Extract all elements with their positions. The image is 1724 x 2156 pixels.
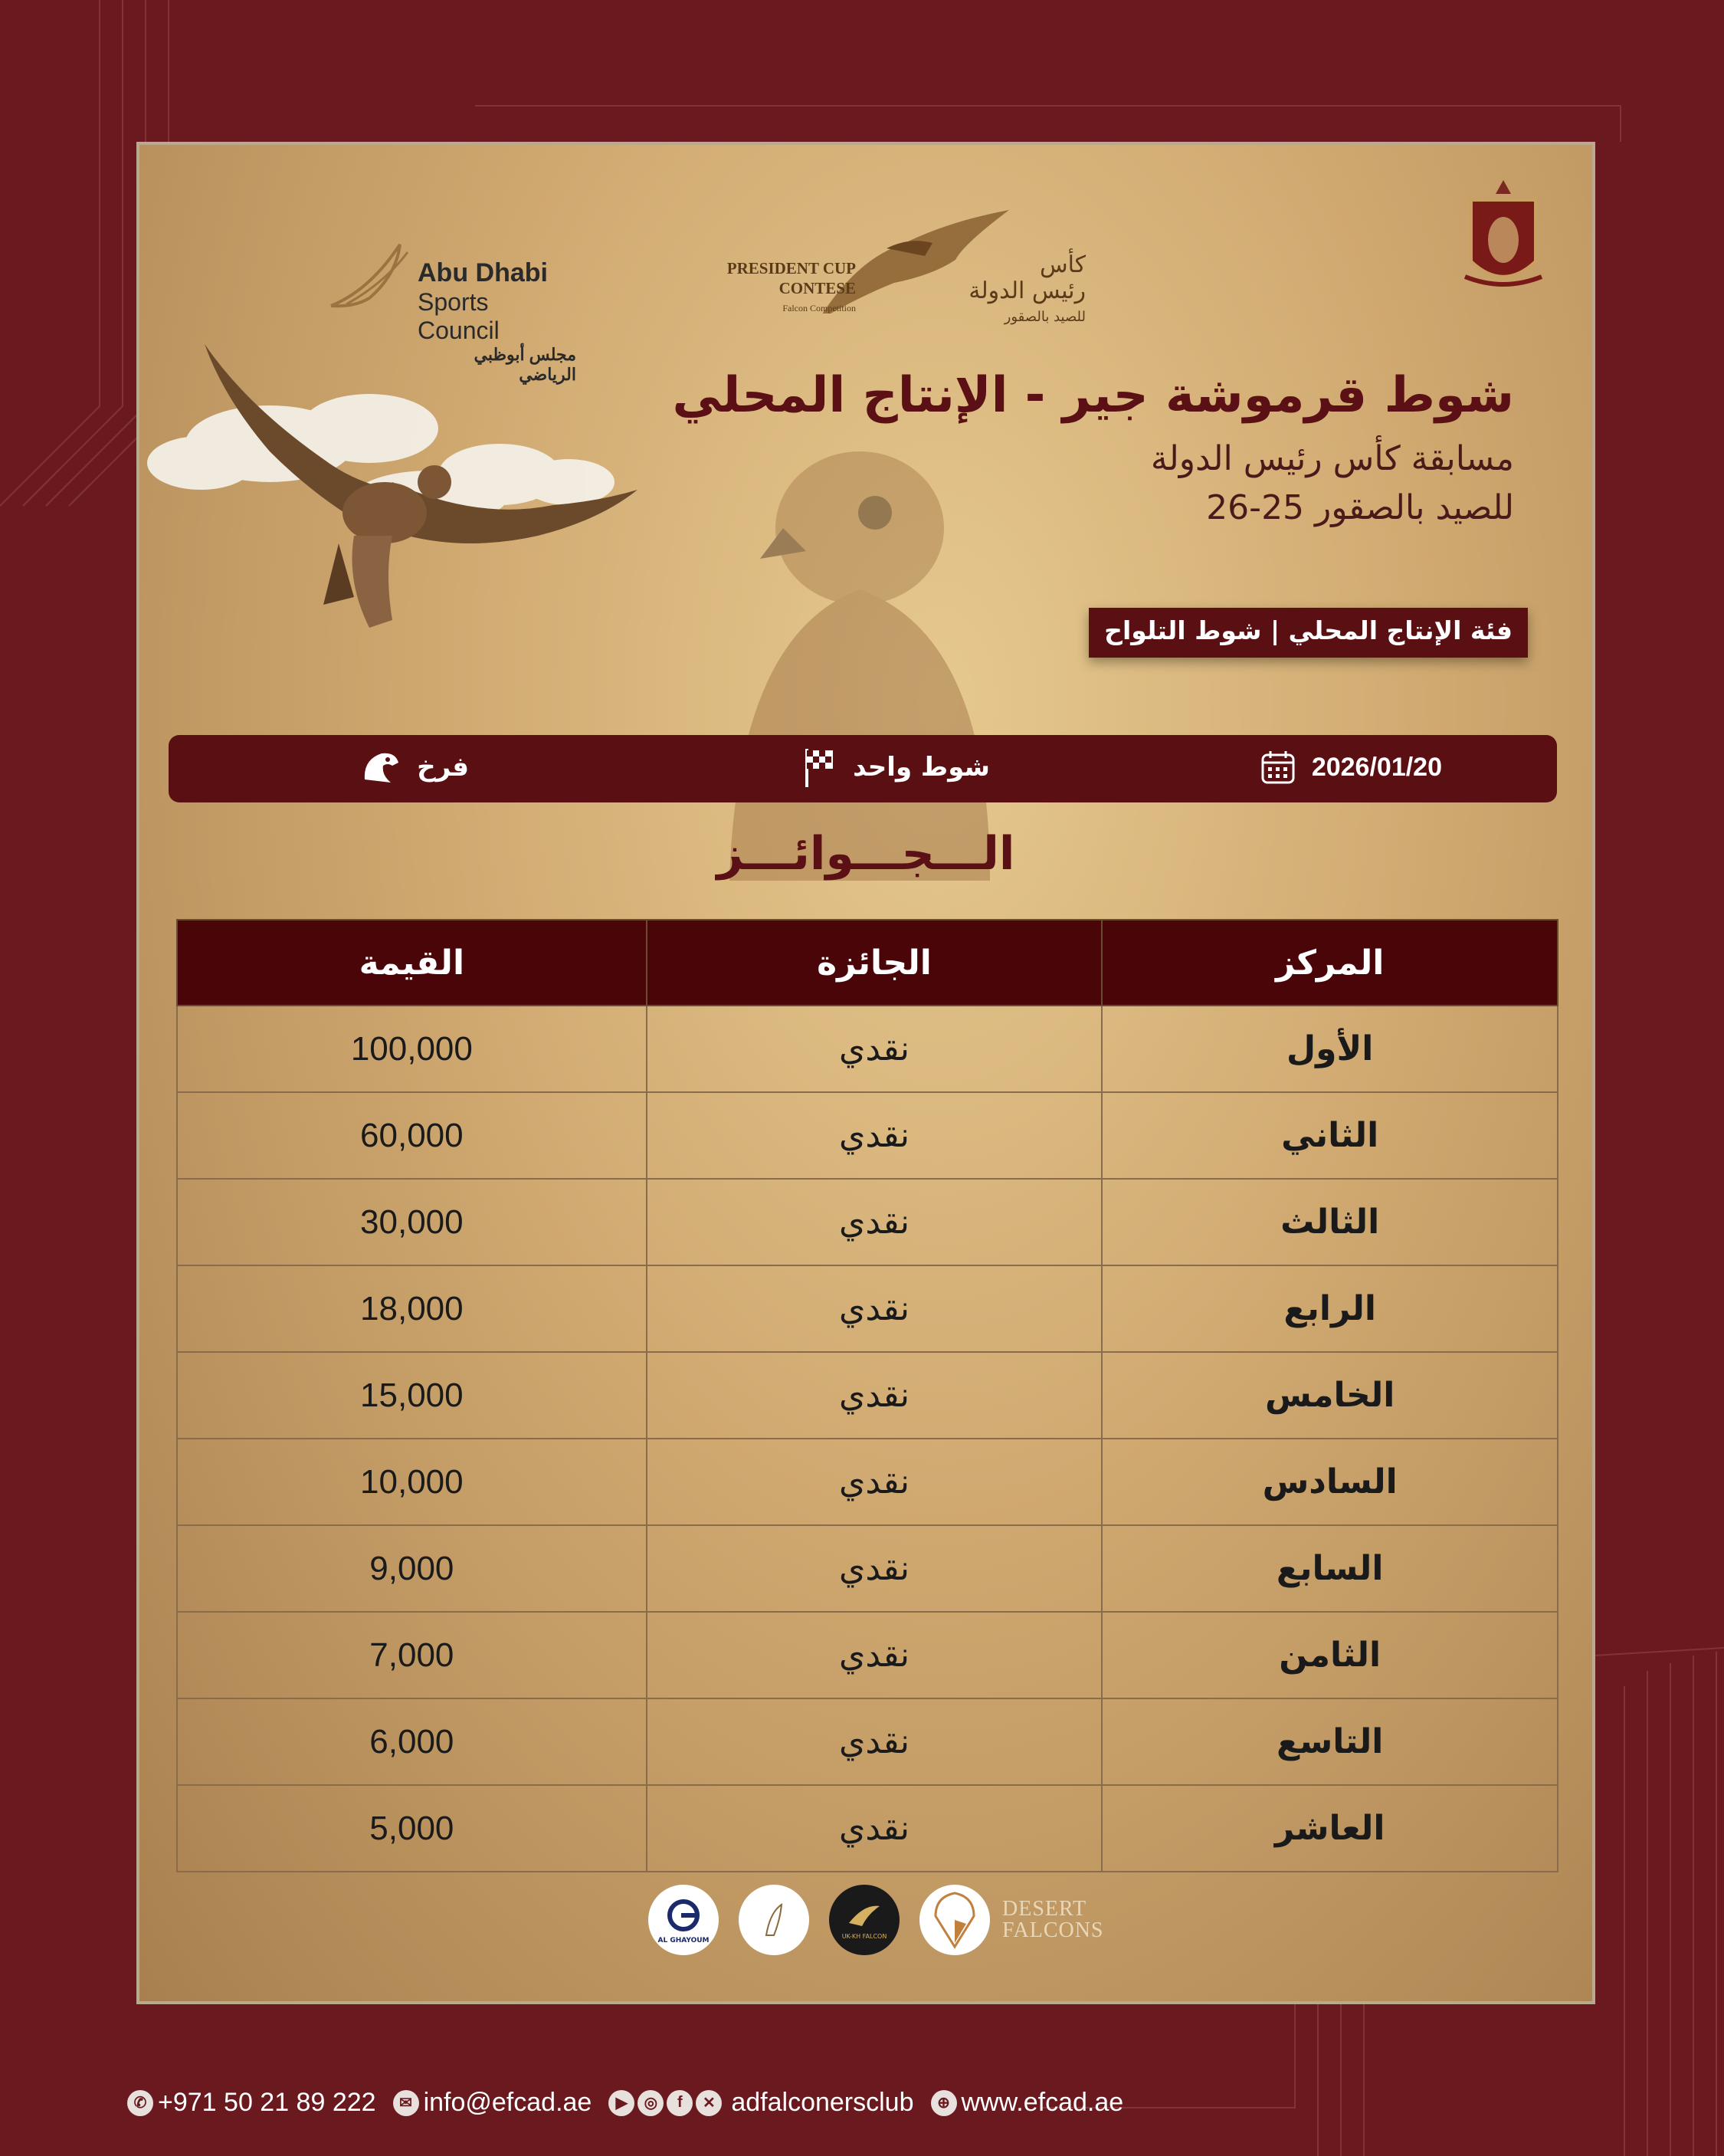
- pc-en-line2: CONTESE: [778, 279, 856, 297]
- col-rank-header: المركز: [1102, 920, 1558, 1006]
- value-cell: 9,000: [177, 1525, 647, 1612]
- youtube-icon[interactable]: ▶: [608, 2090, 634, 2116]
- desert-falcons-logo: [919, 1885, 990, 1955]
- table-row: [177, 1265, 1558, 1352]
- prize-cell: نقدي: [647, 1006, 1103, 1092]
- col-value-header: القيمة: [177, 920, 647, 1006]
- pc-ar-line1: كأس: [1039, 251, 1086, 278]
- table-row: [177, 1785, 1558, 1872]
- value-cell: 10,000: [177, 1439, 647, 1525]
- falcon-sketch-icon: [751, 1897, 797, 1943]
- rank-cell: الخامس: [1102, 1352, 1558, 1439]
- flying-falcon-image: [139, 329, 752, 727]
- uk-kh-text: UK-KH FALCON: [841, 1933, 887, 1940]
- col-prize-header: الجائزة: [647, 920, 1103, 1006]
- event-date: 2026/01/20: [1311, 752, 1442, 782]
- rank-cell: السادس: [1102, 1439, 1558, 1525]
- prizes-table: [176, 919, 1558, 1872]
- page-title: شوط قرموشة جير - الإنتاج المحلي: [672, 367, 1514, 424]
- subtitle: [1151, 435, 1514, 533]
- feather-icon: [323, 206, 423, 321]
- value-cell: 60,000: [177, 1092, 647, 1179]
- instagram-icon[interactable]: ◎: [637, 2090, 664, 2116]
- golden-falcon-icon: [845, 1900, 883, 1931]
- rank-cell: التاسع: [1102, 1698, 1558, 1785]
- website-url[interactable]: www.efcad.ae: [961, 2088, 1124, 2117]
- pc-ar-line3: للصيد بالصقور: [1004, 309, 1086, 325]
- value-cell: 100,000: [177, 1006, 647, 1092]
- uk-kh-falcon-logo: [829, 1885, 900, 1955]
- table-row: [177, 1006, 1558, 1092]
- pc-en-line1: PRESIDENT CUP: [726, 259, 856, 277]
- x-icon[interactable]: ✕: [696, 2090, 722, 2116]
- al-ghayoum-text: AL GHAYOUM: [657, 1936, 710, 1944]
- prize-cell: نقدي: [647, 1612, 1103, 1698]
- value-cell: 6,000: [177, 1698, 647, 1785]
- desert-line2: FALCONS: [1002, 1918, 1104, 1942]
- prize-cell: نقدي: [647, 1179, 1103, 1265]
- sponsor-logos: [648, 1882, 1104, 1958]
- table-row: [177, 1698, 1558, 1785]
- whatsapp-icon: ✆: [127, 2090, 153, 2116]
- rounds-item: [801, 744, 990, 790]
- prizes-heading: الـــجـــوائـــز: [716, 827, 1015, 881]
- phone-number[interactable]: +971 50 21 89 222: [158, 2088, 376, 2117]
- sc-line3: مجلس أبوظبي الرياضي: [474, 345, 576, 384]
- rank-cell: الثالث: [1102, 1179, 1558, 1265]
- sc-line1: Abu Dhabi: [418, 258, 548, 287]
- prize-cell: نقدي: [647, 1698, 1103, 1785]
- rank-cell: العاشر: [1102, 1785, 1558, 1872]
- table-row: [177, 1525, 1558, 1612]
- rank-cell: السابع: [1102, 1525, 1558, 1612]
- prize-cell: نقدي: [647, 1352, 1103, 1439]
- email-icon: ✉: [393, 2090, 419, 2116]
- rounds-count: شوط واحد: [853, 752, 990, 783]
- pc-en-line3: Falcon Competition: [782, 303, 856, 313]
- table-row: [177, 1439, 1558, 1525]
- info-bar: [169, 735, 1557, 802]
- prize-cell: نقدي: [647, 1439, 1103, 1525]
- club-crest-icon: [1457, 177, 1549, 300]
- calendar-icon: [1260, 749, 1296, 786]
- prize-cell: نقدي: [647, 1092, 1103, 1179]
- age-item: [360, 744, 469, 790]
- al-ghayoum-logo: [648, 1885, 719, 1955]
- facebook-icon[interactable]: f: [667, 2090, 693, 2116]
- prize-cell: نقدي: [647, 1785, 1103, 1872]
- desert-falcons-text: [1002, 1898, 1104, 1941]
- president-cup-logo: [703, 191, 1101, 325]
- value-cell: 30,000: [177, 1179, 647, 1265]
- globe-icon: ⊕: [931, 2090, 957, 2116]
- date-item: [1260, 744, 1442, 790]
- subtitle-line2: للصيد بالصقور 25-26: [1206, 488, 1514, 527]
- pc-ar-line2: رئيس الدولة: [969, 277, 1086, 304]
- poster-card: [136, 142, 1595, 2004]
- category-badge: فئة الإنتاج المحلي | شوط التلواح: [1089, 608, 1528, 658]
- value-cell: 15,000: [177, 1352, 647, 1439]
- email-address[interactable]: info@efcad.ae: [423, 2088, 592, 2117]
- prize-cell: نقدي: [647, 1265, 1103, 1352]
- value-cell: 5,000: [177, 1785, 647, 1872]
- rank-cell: الثاني: [1102, 1092, 1558, 1179]
- table-row: [177, 1092, 1558, 1179]
- subtitle-line1: مسابقة كأس رئيس الدولة: [1150, 439, 1514, 478]
- checkered-flag-icon: [801, 746, 837, 789]
- age-category: فرخ: [417, 752, 469, 783]
- sc-line2: Sports Council: [418, 288, 500, 344]
- table-row: [177, 1179, 1558, 1265]
- prize-cell: نقدي: [647, 1525, 1103, 1612]
- g-monogram-icon: [664, 1896, 703, 1934]
- contact-footer: [127, 2088, 1123, 2118]
- table-row: [177, 1352, 1558, 1439]
- value-cell: 7,000: [177, 1612, 647, 1698]
- table-row: [177, 1612, 1558, 1698]
- desert-line1: DESERT: [1002, 1897, 1087, 1921]
- value-cell: 18,000: [177, 1265, 647, 1352]
- social-handle[interactable]: adfalconersclub: [731, 2088, 914, 2117]
- falcon-head-icon: [360, 749, 402, 786]
- rank-cell: الثامن: [1102, 1612, 1558, 1698]
- rank-cell: الرابع: [1102, 1265, 1558, 1352]
- sports-council-logo: [323, 206, 576, 384]
- rank-cell: الأول: [1102, 1006, 1558, 1092]
- table-header-row: [177, 920, 1558, 1006]
- falcon-head-emblem-icon: [928, 1889, 982, 1951]
- falcon-sponsor-logo: [739, 1885, 809, 1955]
